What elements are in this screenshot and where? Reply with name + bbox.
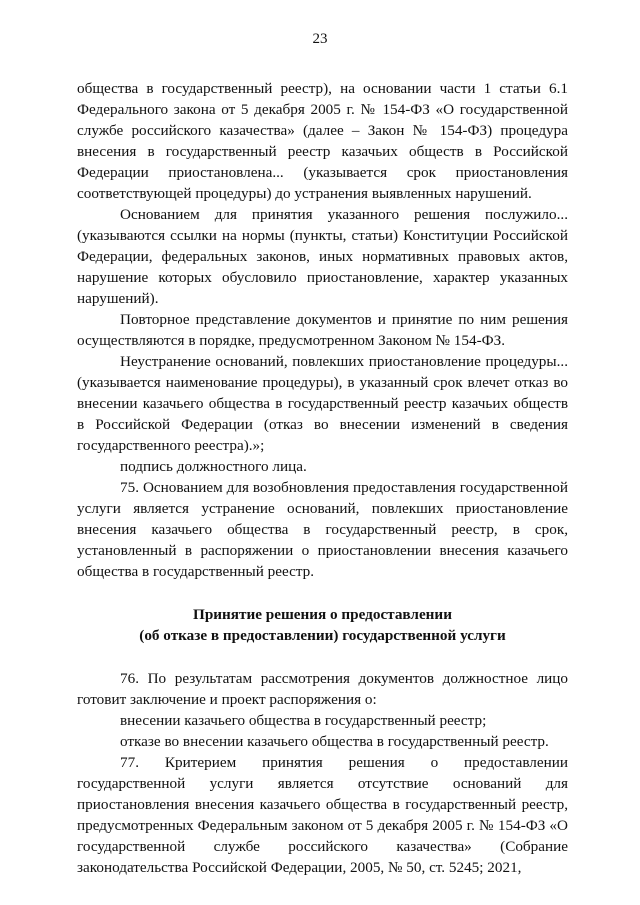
document-body: [77, 78, 568, 878]
paragraph: Повторное представление документов и принятие по ним решения осуществляются в порядке, предусмотренном Законом № 154-ФЗ.: [77, 311, 568, 349]
paragraph: Основанием для принятия указанного решения послужило... (указываются ссылки на нормы (пункты, статьи) Конституции Российской Федерации, федеральных законов, иных нормативных правовых актов, нарушение которых обусловило приостановление, характер указанных нарушений).: [77, 206, 568, 307]
paragraph: 75. Основанием для возобновления предоставления государственной услуги является устранение оснований, повлекших приостановление внесения казачьего общества в государственный реестр, в срок, установленный в распоряжении о приостановлении внесения казачьего общества в государственный реестр.: [77, 479, 568, 580]
paragraph: 77. Критерием принятия решения о предоставлении государственной услуги является отсутствие оснований для приостановления внесения казачьего общества в государственный реестр, предусмотренных Федеральным законом от 5 декабря 2005 г. № 154-ФЗ «О государственной службе российского казачества» (Собрание законодательства Российской Федерации, 2005, № 50, ст. 5245; 2021,: [77, 754, 568, 876]
page-number: 23: [312, 31, 328, 47]
paragraph: внесении казачьего общества в государственный реестр;: [120, 712, 487, 729]
section-heading: [77, 604, 568, 646]
section-heading-line: Принятие решения о предоставлении: [193, 606, 452, 623]
section-heading-line: (об отказе в предоставлении) государственной услуги: [139, 627, 506, 644]
paragraph: отказе во внесении казачьего общества в государственный реестр.: [120, 733, 549, 750]
paragraph: общества в государственный реестр), на основании части 1 статьи 6.1 Федерального закона от 5 декабря 2005 г. № 154-ФЗ «О государственной службе российского казачества» (далее – Закон № 154-ФЗ) процедура внесения в государственный реестр казачьих обществ в Российской Федерации приостановлена... (указывается срок приостановления соответствующей процедуры) до устранения выявленных нарушений.: [77, 80, 568, 202]
paragraph: Неустранение оснований, повлекших приостановление процедуры... (указывается наименование процедуры), в указанный срок влечет отказ во внесении казачьего общества в государственный реестр казачьих обществ в Российской Федерации (отказ во внесении изменений в сведения государственного реестра).»;: [77, 353, 568, 454]
paragraph: подпись должностного лица.: [120, 458, 307, 475]
paragraph: 76. По результатам рассмотрения документов должностное лицо готовит заключение и проект распоряжения о:: [77, 670, 568, 708]
